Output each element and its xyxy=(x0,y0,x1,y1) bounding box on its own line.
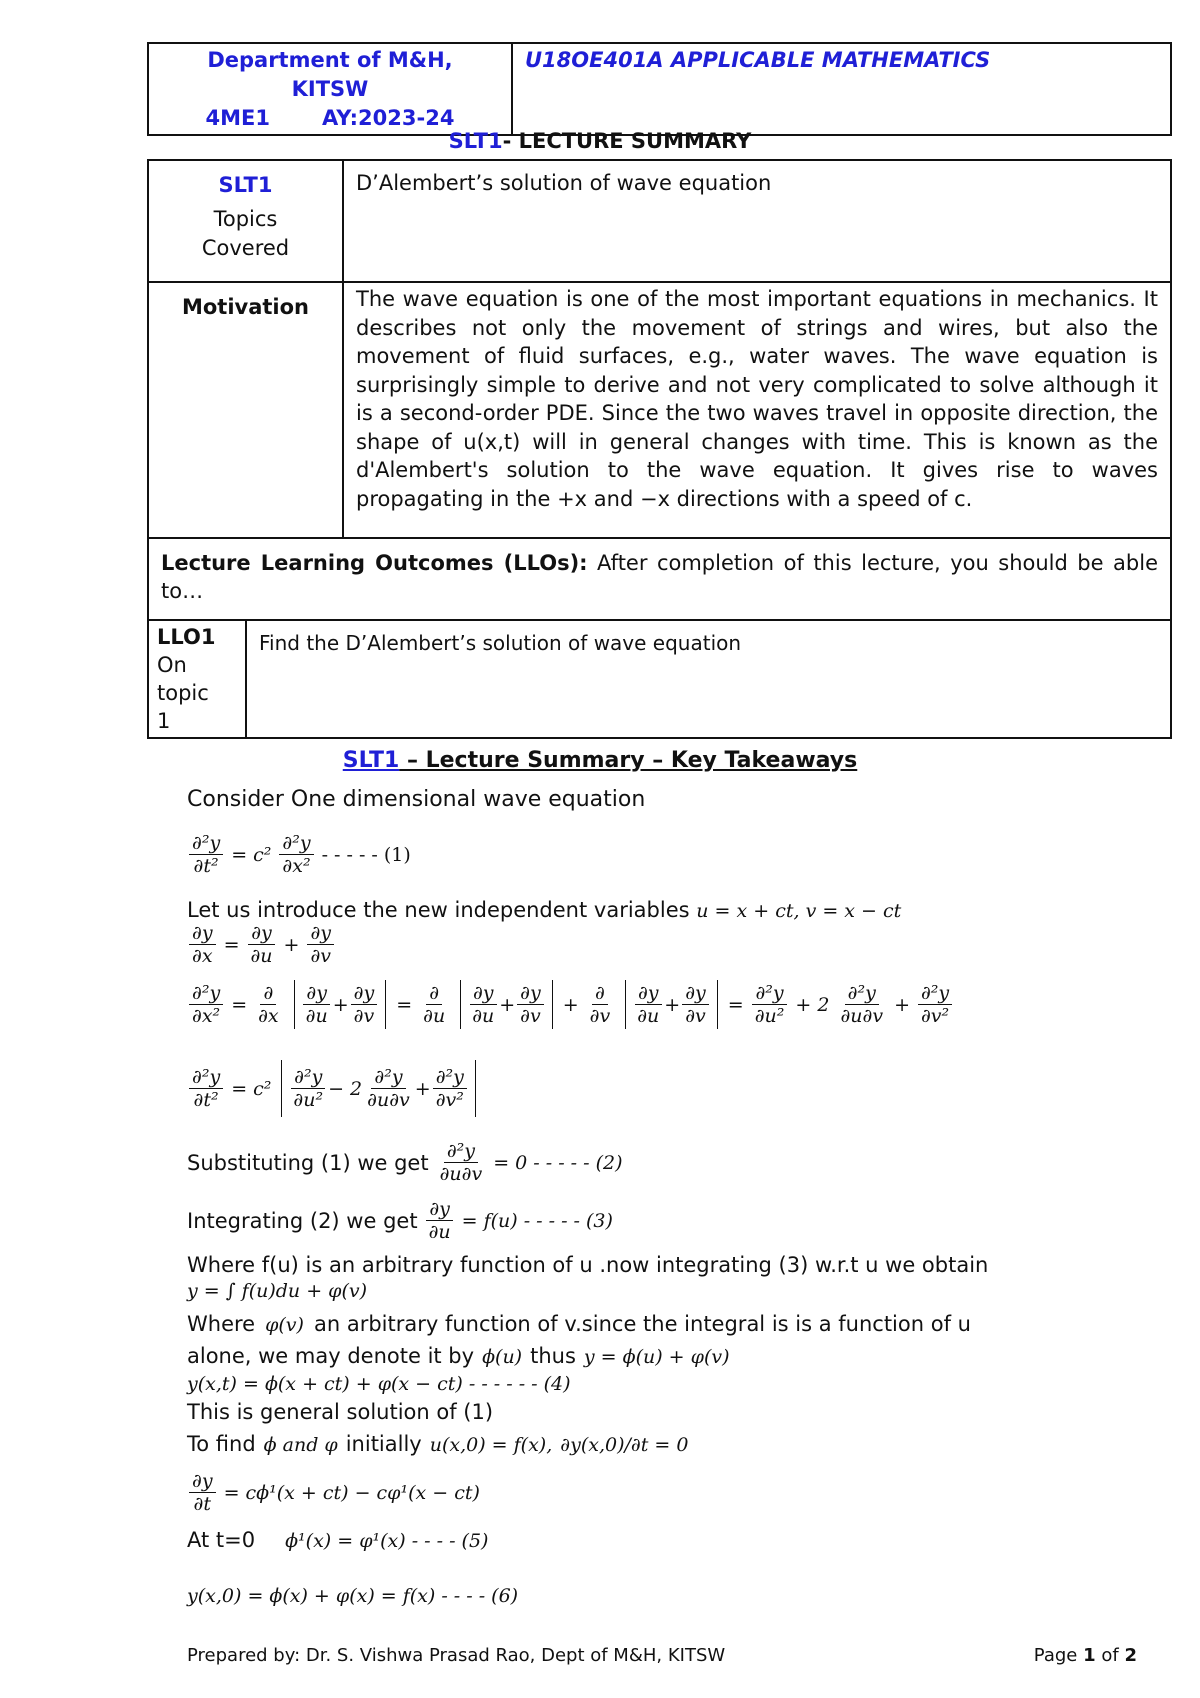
equation-5: ϕ¹(x) = φ¹(x) - - - - (5) xyxy=(285,1530,489,1552)
motivation-label: Motivation xyxy=(148,282,343,538)
where2b: an arbitrary function of v.since the integral is is a function of u xyxy=(313,1312,971,1336)
prepared-label: Prepared by: xyxy=(187,1645,301,1666)
llo1-label: LLO1 xyxy=(157,625,216,649)
where2-line xyxy=(187,1312,1057,1336)
lecture-summary-title xyxy=(0,129,1200,153)
summary-text: - LECTURE SUMMARY xyxy=(502,129,752,153)
lecture-summary-table xyxy=(147,159,1172,739)
motivation-text: The wave equation is one of the most important equations in mechanics. It describes not only the movement of strings and wires, but also the movement of fluid surfaces, e.g., water waves. The wave equation is surprisingly simple to derive and not very complicated to solve although it is a second-order PDE. Since the two waves travel in opposite direction, the shape of u(x,t) will in general changes with time. This is known as the d'Alembert's solution to the wave equation. It gives rise to waves propagating in the +x and −x directions with a speed of c. xyxy=(343,282,1171,538)
where2a: Where xyxy=(187,1312,256,1336)
llo-heading-rest: After completion of this lecture, you should be able to… xyxy=(161,551,1158,603)
equation-2-line: Substituting (1) we get $\frac{\text{∂²y}}{\partial u\partial v}$ = 0 - - - - - (2) xyxy=(187,1140,623,1185)
integ-text: Integrating (2) we get xyxy=(187,1208,418,1233)
equation-dydt: $\frac{\partial y}{\partial t}$ = cϕ¹(x + ct) − cφ¹(x − ct) xyxy=(187,1470,480,1515)
y-integral: y = ∫ f(u)du + φ(v) xyxy=(187,1280,368,1302)
equation-d2ydt2: $\frac{\text{∂²y}}{\text{∂t²}}$ = c² $\frac{\text{∂²y}}{\text{∂u²}}$ − 2 $\frac{\text{∂²y}}{\partial u\partial v}$ + $\frac{\text{∂²y}}{\text{∂v²}}$ xyxy=(187,1060,480,1117)
alone-phi: ϕ(u) xyxy=(482,1346,523,1368)
where1-text: Where f(u) is an arbitrary function of u .now integrating (3) w.r.t u we obtain xyxy=(187,1253,989,1277)
tofind-text: To find xyxy=(187,1432,256,1456)
kt-code: SLT1 xyxy=(342,748,400,773)
vars-line xyxy=(187,898,901,922)
department-cell xyxy=(148,43,512,135)
tofind-cond2: ∂y(x,0)/∂t = 0 xyxy=(560,1434,689,1456)
where2-phi: φ(v) xyxy=(265,1314,304,1336)
kt-text: – Lecture Summary – Key Takeaways xyxy=(399,748,858,773)
general-solution-text: This is general solution of (1) xyxy=(187,1400,494,1424)
vars-text: Let us introduce the new independent variables xyxy=(187,898,690,922)
dept-line1: Department of M&H, xyxy=(207,48,453,72)
page-total: 2 xyxy=(1124,1645,1137,1666)
footer xyxy=(187,1645,1137,1666)
llo-heading xyxy=(148,538,1171,620)
llo1-sub: On topic 1 xyxy=(157,653,209,733)
topics-label-cell xyxy=(148,160,343,282)
summary-code: SLT1 xyxy=(448,129,503,153)
topics-code: SLT1 xyxy=(218,173,273,197)
equation-dydx: $\frac{\partial y}{\partial x}$ = $\frac{\partial y}{\partial u}$ + $\frac{\partial y}{\partial v}$ xyxy=(187,922,336,967)
eq2-tag: = 0 - - - - - (2) xyxy=(493,1151,623,1174)
dept-line2: KITSW xyxy=(291,77,369,101)
to-find-line xyxy=(187,1432,688,1456)
page-num: 1 xyxy=(1083,1645,1096,1666)
academic-year: AY:2023-24 xyxy=(322,106,455,130)
intro-text: Consider One dimensional wave equation xyxy=(187,787,646,812)
tofind-cond: u(x,0) = f(x), xyxy=(429,1434,553,1456)
equation-5-line xyxy=(187,1528,488,1552)
prepared-by xyxy=(187,1645,725,1666)
equation-1: $\frac{\text{∂²y}}{\text{∂t²}}$ = c² $\frac{\text{∂²y}}{\text{∂x²}}$ - - - - - (1) xyxy=(187,832,411,877)
llo-heading-bold: Lecture Learning Outcomes (LLOs): xyxy=(161,551,588,575)
alone-text: alone, we may denote it by xyxy=(187,1344,475,1368)
prepared-name: Dr. S. Vishwa Prasad Rao, Dept of M&H, KITSW xyxy=(305,1645,726,1666)
equation-6: y(x,0) = ϕ(x) + φ(x) = f(x) - - - - (6) xyxy=(187,1585,519,1607)
page-word: Page xyxy=(1033,1645,1078,1666)
at-t0: At t=0 xyxy=(187,1528,256,1552)
header-table xyxy=(147,42,1172,136)
tofind-math: ϕ and φ xyxy=(263,1434,338,1456)
equation-4: y(x,t) = ϕ(x + ct) + φ(x − ct) - - - - - - (4) xyxy=(187,1373,571,1395)
eq3-tag: = f(u) - - - - - (3) xyxy=(461,1209,613,1232)
key-takeaways-title xyxy=(0,748,1200,773)
alone-y: y = ϕ(u) + φ(v) xyxy=(583,1346,730,1368)
tofind-init: initially xyxy=(345,1432,422,1456)
vars-math: u = x + ct, v = x − ct xyxy=(696,900,902,922)
alone-line xyxy=(187,1344,730,1368)
dydt-rhs: = cϕ¹(x + ct) − cφ¹(x − ct) xyxy=(223,1481,480,1504)
topics-value: D’Alembert’s solution of wave equation xyxy=(343,160,1171,282)
eq1-tag: - - - - - (1) xyxy=(321,843,411,866)
llo1-label-cell xyxy=(149,621,246,737)
subst-text: Substituting (1) we get xyxy=(187,1150,429,1175)
equation-3-line: Integrating (2) we get $\frac{\partial y}{\partial u}$ = f(u) - - - - - (3) xyxy=(187,1198,613,1243)
alone-thus: thus xyxy=(530,1344,576,1368)
page-number xyxy=(1034,1645,1137,1666)
equation-d2ydx2: $\frac{\text{∂²y}}{\text{∂x²}}$ = $\frac{\partial}{\partial x}$ $\frac{\partial y}{\partial u}$ + $\frac{\partial y}{\partial v}$ = $\frac{\partial}{\partial u}$ $\frac{\partial y}{\partial u}$ + $\frac{\partial y}{\partial v}$ + $\frac{\partial}{\partial v}$ $\frac{\partial y}{\partial u}$ + $\frac{\partial y}{\partial v}$ = $\frac{\text{∂²y}}{\text{∂u²}}$ + 2 $\frac{\text{∂²y}}{\partial u\partial v}$ + $\frac{\text{∂²y}}{\text{∂v²}}$ xyxy=(187,980,954,1029)
page-of: of xyxy=(1101,1645,1119,1666)
topics-label: Topics Covered xyxy=(201,207,290,260)
llo1-text: Find the D’Alembert’s solution of wave equation xyxy=(259,631,742,655)
llo-item-table xyxy=(149,621,1170,737)
course-title: U18OE401A APPLICABLE MATHEMATICS xyxy=(512,43,1171,135)
class-code: 4ME1 xyxy=(205,106,271,130)
